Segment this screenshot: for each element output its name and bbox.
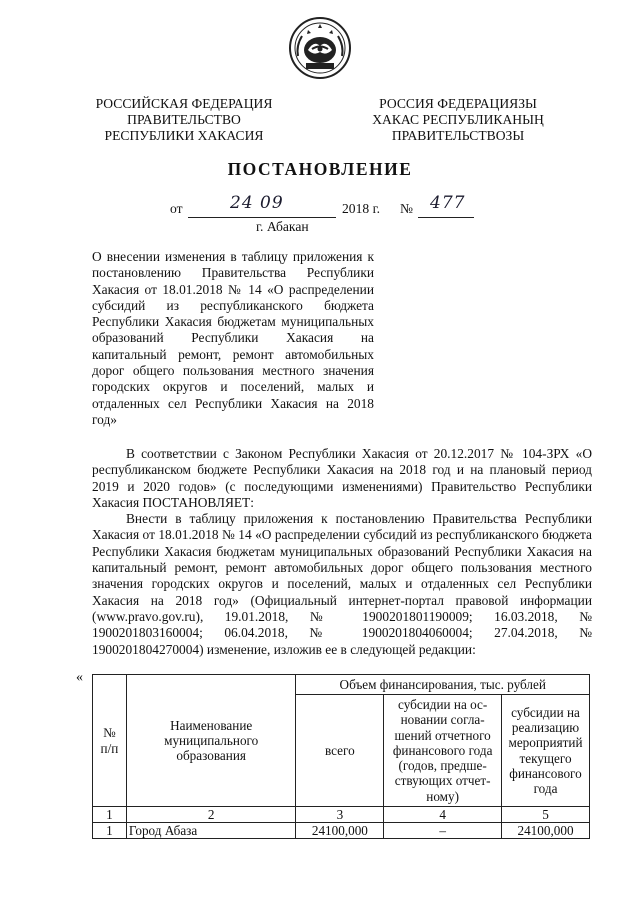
document-title: ПОСТАНОВЛЕНИЕ (227, 159, 413, 179)
row-total: 24100,000 (296, 823, 384, 839)
col-index-4: 4 (384, 807, 502, 823)
handwritten-date: 24 09 (230, 193, 284, 213)
col-index-1: 1 (93, 807, 127, 823)
opening-quote-mark: « (76, 670, 83, 685)
header-col-name: Наименование муниципального образования (126, 675, 296, 807)
subject-paragraph: О внесении изменения в таблицу приложения к постановлению Правительства Республики Хакасия от 18.01.2018 № 14 «О распределении субсидий из республиканского бюджета Республики Хакасия бюджетам муниципальных образований Республики Хакасия на капитальный ремонт, ремонт автомобильных дорог общего пользования местного значения городских округов и поселений, малых и отдаленных сел Республики Хакасия на 2018 год» (92, 249, 374, 427)
col-index-3: 3 (296, 807, 384, 823)
header-right-line-2: ХАКАС РЕСПУБЛИКАНЫҢ (372, 112, 544, 127)
column-index-row (93, 807, 590, 823)
row-name: Город Абаза (126, 823, 296, 839)
header-left-line-1: РОССИЙСКАЯ ФЕДЕРАЦИЯ (95, 96, 273, 111)
header-col-num: № п/п (93, 675, 127, 807)
dateline-prefix: от (170, 200, 183, 216)
header-right (358, 96, 558, 144)
coat-of-arms-emblem (288, 16, 352, 80)
body-paragraph-1: В соответствии с Законом Республики Хакасия от 20.12.2017 № 104-ЗРХ «О республиканском бюджете Республики Хакасия на 2018 год и на плановый период 2019 и 2020 годов» (с последующими изменениями) Правительство Республики Хакасия ПОСТАНОВЛЯЕТ: (92, 446, 592, 510)
header-left-line-3: РЕСПУБЛИКИ ХАКАСИЯ (104, 128, 264, 143)
dateline-number-sign: № (400, 200, 413, 216)
row-num: 1 (93, 823, 127, 839)
col-index-2: 2 (126, 807, 296, 823)
header-col-total: всего (296, 695, 384, 807)
col-index-5: 5 (502, 807, 590, 823)
row-current: 24100,000 (502, 823, 590, 839)
table-row (93, 823, 590, 839)
handwritten-number: 477 (430, 193, 466, 213)
header-right-line-3: ПРАВИТЕЛЬСТВОЗЫ (391, 128, 525, 143)
header-left (84, 96, 284, 144)
financing-table (92, 674, 590, 839)
dateline-year: 2018 г. (342, 200, 381, 216)
header-left-line-2: ПРАВИТЕЛЬСТВО (127, 112, 241, 127)
header-right-line-1: РОССИЯ ФЕДЕРАЦИЯЗЫ (379, 96, 537, 111)
body-text (92, 446, 592, 658)
header-col-current-year: субсидии на реализацию мероприятий текущего финансового года (502, 695, 590, 807)
row-prev: – (384, 823, 502, 839)
dateline (170, 193, 500, 219)
body-paragraph-2: Внести в таблицу приложения к постановлению Правительства Республики Хакасия от 18.01.2018 № 14 «О распределении субсидий из республиканского бюджета Республики Хакасия бюджетам муниципальных образований Республики Хакасия на капитальный ремонт, ремонт автомобильных дорог общего пользования местного значения городских округов и поселений, малых и отдаленных сел Республики Хакасия на 2018 год» (Официальный интернет-портал правовой информации (www.pravo.gov.ru), 19.01.2018, № 1900201801190009; 16.03.2018, № 1900201803160004; 06.04.2018, № 1900201804060004; 27.04.2018, № 1900201804270004) изменение, изложив ее в следующей редакции: (92, 511, 592, 657)
header-financing-group: Объем финансирования, тыс. рублей (296, 675, 590, 695)
city: г. Абакан (256, 219, 309, 234)
header-col-prev-year: субсидии на ос- новании согла- шений отчетного финансового года (годов, предше- ствующих отчет- ному) (384, 695, 502, 807)
